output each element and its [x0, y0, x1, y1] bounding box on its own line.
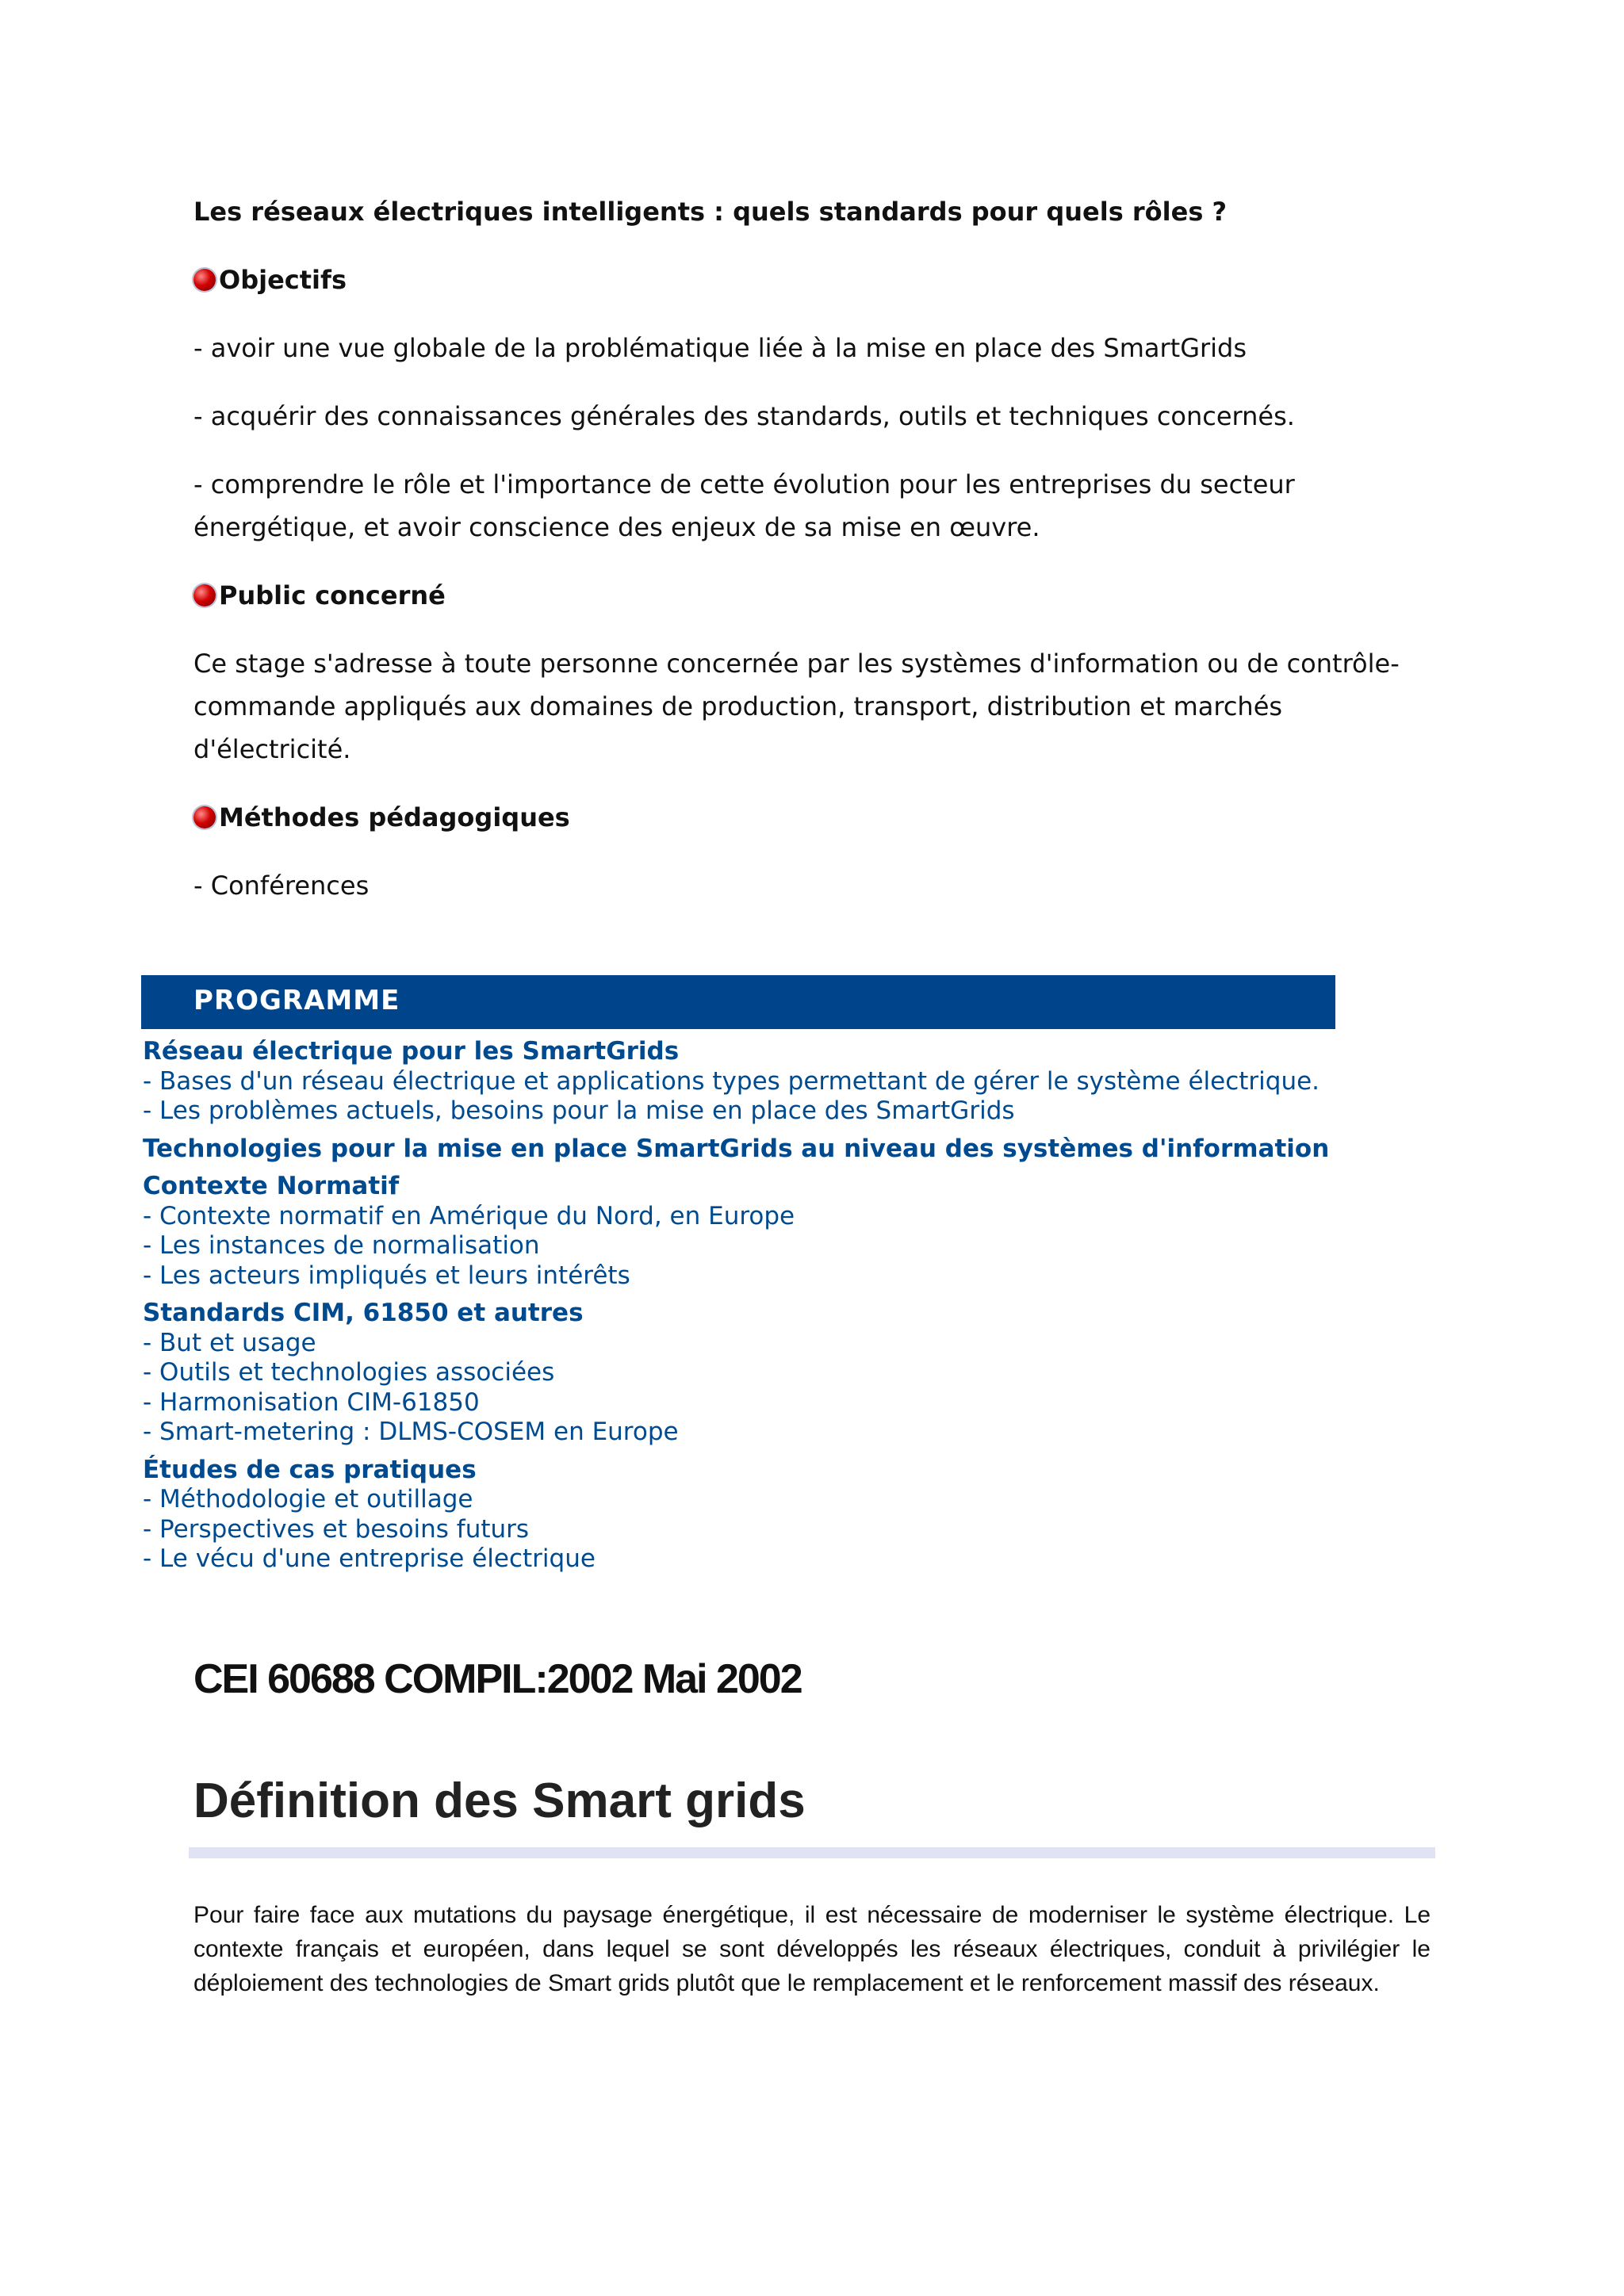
programme-section-title: Technologies pour la mise en place SmartGrids au niveau des systèmes d'information — [143, 1134, 1330, 1163]
public-label: Public concerné — [219, 580, 446, 610]
programme-item: - Smart-metering : DLMS-COSEM en Europe — [143, 1418, 679, 1446]
methode-item: - Conférences — [193, 871, 370, 901]
programme-title: PROGRAMME — [193, 985, 400, 1016]
programme-list — [143, 1037, 1491, 1575]
methodes-heading — [193, 796, 1431, 839]
programme-item: - Les instances de normalisation — [143, 1231, 540, 1260]
programme-item: - But et usage — [143, 1328, 316, 1357]
programme-item: - Outils et technologies associées — [143, 1358, 555, 1387]
objectifs-heading — [193, 258, 1431, 301]
methodes-label: Méthodes pédagogiques — [219, 802, 570, 832]
objectif-item: - avoir une vue globale de la problématique liée à la mise en place des SmartGrids — [193, 333, 1247, 363]
red-bullet-icon — [193, 269, 216, 291]
public-heading — [193, 574, 1431, 617]
public-text: Ce stage s'adresse à toute personne concernée par les systèmes d'information ou de contrôle-commande appliqués aux domaines de production, transport, distribution et marchés d'électricité. — [193, 649, 1400, 764]
red-bullet-icon — [193, 806, 216, 828]
objectif-item: - comprendre le rôle et l'importance de cette évolution pour les entreprises du secteur énergétique, et avoir conscience des enjeux de sa mise en œuvre. — [193, 469, 1295, 542]
programme-header — [141, 975, 1335, 1029]
objectifs-label: Objectifs — [219, 265, 347, 295]
red-bullet-icon — [193, 584, 216, 607]
intro-block — [193, 190, 1431, 907]
programme-section-title: Études de cas pratiques — [143, 1455, 477, 1484]
programme-item: - Le vécu d'une entreprise électrique — [143, 1544, 596, 1573]
programme-section-title: Standards CIM, 61850 et autres — [143, 1299, 584, 1327]
programme-item: - Harmonisation CIM-61850 — [143, 1387, 480, 1417]
programme-item: - Méthodologie et outillage — [143, 1485, 473, 1513]
programme-item: - Les problèmes actuels, besoins pour la mise en place des SmartGrids — [143, 1096, 1015, 1125]
definition-text: Pour faire face aux mutations du paysage énergétique, il est nécessaire de moderniser le système électrique. Le contexte français et européen, dans lequel se sont développés les réseaux électriques, conduit à privilégier le déploiement des technologies de Smart grids plutôt que le remplacement et le renforcement massif des réseaux. — [193, 1902, 1431, 1996]
programme-item: - Bases d'un réseau électrique et applications types permettant de gérer le système électrique. — [143, 1066, 1320, 1096]
programme-section-title: Réseau électrique pour les SmartGrids — [143, 1037, 680, 1066]
cei-heading: CEI 60688 COMPIL:2002 Mai 2002 — [193, 1656, 802, 1702]
programme-item: - Contexte normatif en Amérique du Nord, en Europe — [143, 1201, 795, 1230]
programme-item: - Perspectives et besoins futurs — [143, 1514, 530, 1544]
programme-section-title: Contexte Normatif — [143, 1172, 400, 1200]
objectif-item: - acquérir des connaissances générales des standards, outils et techniques concernés. — [193, 401, 1295, 431]
definition-heading: Définition des Smart grids — [193, 1774, 806, 1828]
page-title: Les réseaux électriques intelligents : quels standards pour quels rôles ? — [193, 197, 1228, 227]
heading-underline — [189, 1847, 1435, 1858]
programme-item: - Les acteurs impliqués et leurs intérêts — [143, 1261, 630, 1290]
